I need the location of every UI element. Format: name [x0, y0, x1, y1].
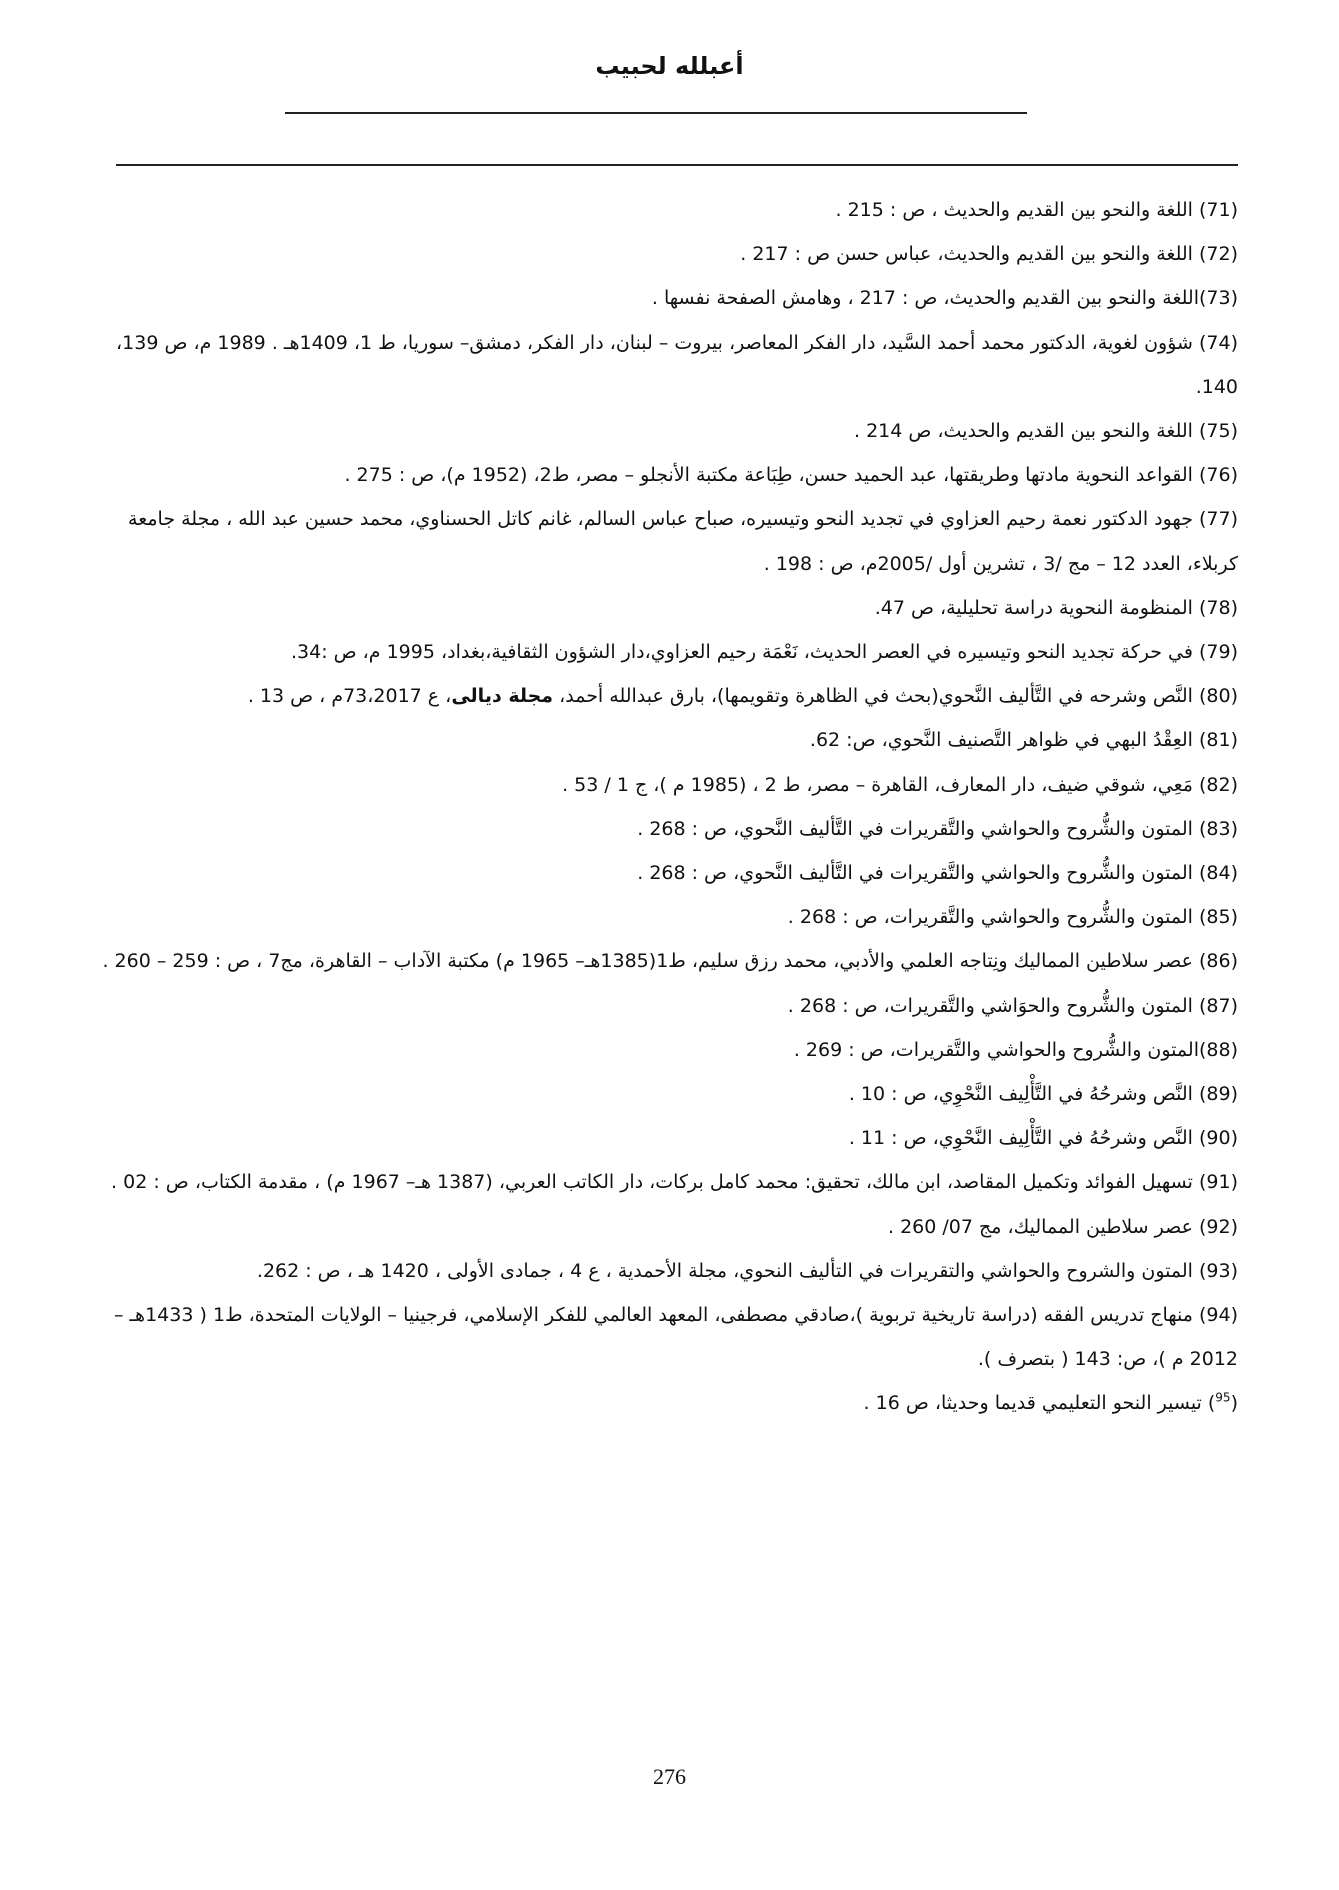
header-divider [285, 112, 1027, 114]
endnote-80-journal: مجلة ديالى [451, 685, 554, 708]
page-number: 276 [653, 1764, 686, 1789]
endnote-90: (90) النَّص وشرحُهُ في التَّأْلِيف النَّحْوِي، ص : 11 . [848, 1127, 1238, 1150]
endnote-86: (86) عصر سلاطين المماليك ونِتاجه العلمي والأدبي، محمد رزق سليم، ط1(1385هـ– 1965 م) مكتبة الآداب – القاهرة، مج7 ، ص : 259 – 260 . [102, 950, 1238, 973]
endnote-74: (74) شؤون لغوية، الدكتور محمد أحمد السَّيد، دار الفكر المعاصر، بيروت – لبنان، دار الفكر، دمشق– سوريا، ط 1، 1409هـ . 1989 م، ص 139، 140. [116, 331, 1238, 398]
endnote-92: (92) عصر سلاطين المماليك، مج 07/ 260 . [887, 1215, 1238, 1238]
endnote-75: (75) اللغة والنحو بين القديم والحديث، ص 214 . [853, 420, 1238, 443]
endnote-81: (81) العِقْدُ البهي في ظواهر التَّصنيف النَّحوي، ص: 62. [809, 729, 1238, 752]
endnote-95-number: 95 [1215, 1391, 1231, 1406]
endnote-95 [98, 1381, 1238, 1425]
endnote-87: (87) المتون والشُّروح والحوَاشي والتَّقريرات، ص : 268 . [787, 994, 1238, 1017]
endnote-95-open: ( [1230, 1392, 1238, 1415]
endnote-88: (88)المتون والشُّروح والحواشي والتَّقريرات، ص : 269 . [793, 1038, 1238, 1061]
endnote-72: (72) اللغة والنحو بين القديم والحديث، عباس حسن ص : 217 . [740, 243, 1238, 266]
endnote-91: (91) تسهيل الفوائد وتكميل المقاصد، ابن مالك، تحقيق: محمد كامل بركات، دار الكاتب العربي، (1387 هـ– 1967 م) ، مقدمة الكتاب، ص : 02 . [111, 1171, 1238, 1194]
endnote-76: (76) القواعد النحوية مادتها وطريقتها، عبد الحميد حسن، طِبَاعة مكتبة الأنجلو – مصر، ط2، (1952 م)، ص : 275 . [344, 464, 1238, 487]
endnote-80-tail: ، ع 73،2017م ، ص 13 . [247, 685, 452, 708]
endnote-95-text: تيسير النحو التعليمي قديما وحديثا، ص 16 . [863, 1392, 1202, 1415]
endnote-77: (77) جهود الدكتور نعمة رحيم العزاوي في تجديد النحو وتيسيره، صباح عباس السالم، غانم كاتل الحسناوي، محمد حسين عبد الله ، مجلة جامعة كربلاء، العدد 12 – مج /3 ، تشرين أول /2005م، ص : 198 . [128, 508, 1238, 575]
endnote-83: (83) المتون والشُّروح والحواشي والتَّقريرات في التَّأليف النَّحوي، ص : 268 . [637, 817, 1238, 840]
endnote-94: (94) منهاج تدريس الفقه (دراسة تاريخية تربوية )،صادقي مصطفى، المعهد العالمي للفكر الإسلامي، فرجينيا – الولايات المتحدة، ط1 ( 1433هـ – 2012 م )، ص: 143 ( بتصرف ). [113, 1304, 1238, 1371]
endnote-82: (82) مَعِي، شوقي ضيف، دار المعارف، القاهرة – مصر، ط 2 ، (1985 م )، ج 1 / 53 . [562, 773, 1238, 796]
endnote-84: (84) المتون والشُّروح والحواشي والتَّقريرات في التَّأليف النَّحوي، ص : 268 . [637, 862, 1238, 885]
endnote-79: (79) في حركة تجديد النحو وتيسيره في العصر الحديث، نَعْمَة رحيم العزاوي،دار الشؤون الثقافية،بغداد، 1995 م، ص :34. [290, 641, 1238, 664]
endnote-73: (73)اللغة والنحو بين القديم والحديث، ص : 217 ، وهامش الصفحة نفسها . [651, 287, 1238, 310]
endnotes-list [98, 188, 1238, 1426]
endnote-89: (89) النَّص وشرحُهُ في التَّأْلِيف النَّحْوِي، ص : 10 . [848, 1083, 1238, 1106]
running-header-title: أعبلله لحبيب [595, 52, 744, 80]
content-divider [116, 164, 1238, 166]
endnote-93: (93) المتون والشروح والحواشي والتقريرات في التأليف النحوي، مجلة الأحمدية ، ع 4 ، جمادى الأولى ، 1420 هـ ، ص : 262. [256, 1259, 1238, 1282]
endnote-80 [98, 674, 1238, 718]
endnote-95-close: ) [1201, 1392, 1216, 1415]
endnote-80-text: (80) النَّص وشرحه في التَّأليف النَّحوي(بحث في الظاهرة وتقويمها)، بارق عبدالله أحمد، [553, 685, 1238, 708]
endnote-78: (78) المنظومة النحوية دراسة تحليلية، ص 47. [874, 596, 1238, 619]
endnote-71: (71) اللغة والنحو بين القديم والحديث ، ص : 215 . [835, 199, 1238, 221]
endnote-85: (85) المتون والشُّروح والحواشي والتَّقريرات، ص : 268 . [787, 906, 1238, 929]
